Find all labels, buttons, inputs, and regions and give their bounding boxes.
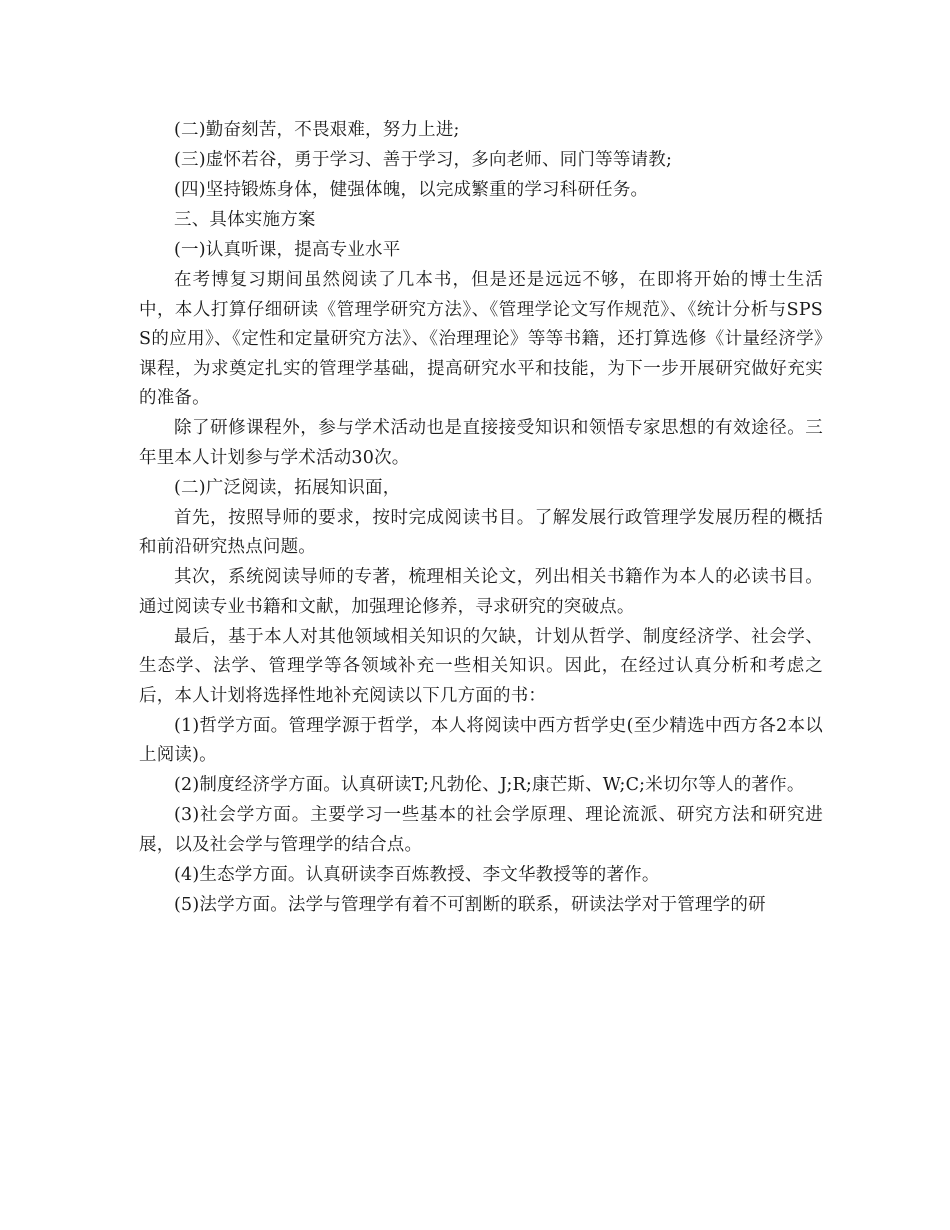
- list-item-law: (5)法学方面。法学与管理学有着不可割断的联系，研读法学对于管理学的研: [174, 894, 766, 915]
- subheading-broad-reading: (二)广泛阅读，拓展知识面，: [174, 477, 401, 498]
- subheading-attend-lectures: (一)认真听课，提高专业水平: [174, 240, 401, 260]
- paragraph-second: 其次，系统阅读导师的专著，梳理相关论文，列出相关书籍作为本人的必读书目。通过阅读专业书籍和文献，加强理论修养，寻求研究的突破点。: [139, 567, 823, 617]
- paragraph-reading-plan: 在考博复习期间虽然阅读了几本书，但是还是远远不够，在即将开始的博士生活中，本人打算仔细研读《管理学研究方法》、《管理学论文写作规范》、《统计分析与SPSS的应用》、《定性和定量研究方法》、《治理理论》等等书籍，还打算选修《计量经济学》课程，为求奠定扎实的管理学基础，提高研究水平和技能，为下一步开展研究做好充实的准备。: [139, 270, 823, 408]
- paragraph-first: 首先，按照导师的要求，按时完成阅读书目。了解发展行政管理学发展历程的概括和前沿研究热点问题。: [139, 507, 823, 557]
- document-body: [139, 116, 823, 921]
- section-heading-implementation: 三、具体实施方案: [174, 210, 316, 230]
- paragraph-finally: 最后，基于本人对其他领域相关知识的欠缺，计划从哲学、制度经济学、社会学、生态学、法学、管理学等各领域补充一些相关知识。因此，在经过认真分析和考虑之后，本人计划将选择性地补充阅读以下几方面的书：: [139, 626, 823, 706]
- list-item-institutional-economics: (2)制度经济学方面。认真研读T;凡勃伦、J;R;康芒斯、W;C;米切尔等人的著作。: [174, 775, 805, 795]
- paragraph-humility: (三)虚怀若谷，勇于学习、善于学习，多向老师、同门等等请教;: [174, 150, 673, 170]
- list-item-philosophy: (1)哲学方面。管理学源于哲学，本人将阅读中西方哲学史(至少精选中西方各2本以上阅读)。: [139, 715, 823, 765]
- paragraph-diligence: (二)勤奋刻苦，不畏艰难，努力上进;: [174, 120, 460, 140]
- list-item-sociology: (3)社会学方面。主要学习一些基本的社会学原理、理论流派、研究方法和研究进展，以及社会学与管理学的结合点。: [139, 805, 823, 855]
- paragraph-exercise: (四)坚持锻炼身体，健强体魄，以完成繁重的学习科研任务。: [174, 180, 649, 200]
- paragraph-academic-activities: 除了研修课程外，参与学术活动也是直接接受知识和领悟专家思想的有效途径。三年里本人计划参与学术活动30次。: [139, 418, 823, 468]
- list-item-ecology: (4)生态学方面。认真研读李百炼教授、李文华教授等的著作。: [174, 864, 660, 885]
